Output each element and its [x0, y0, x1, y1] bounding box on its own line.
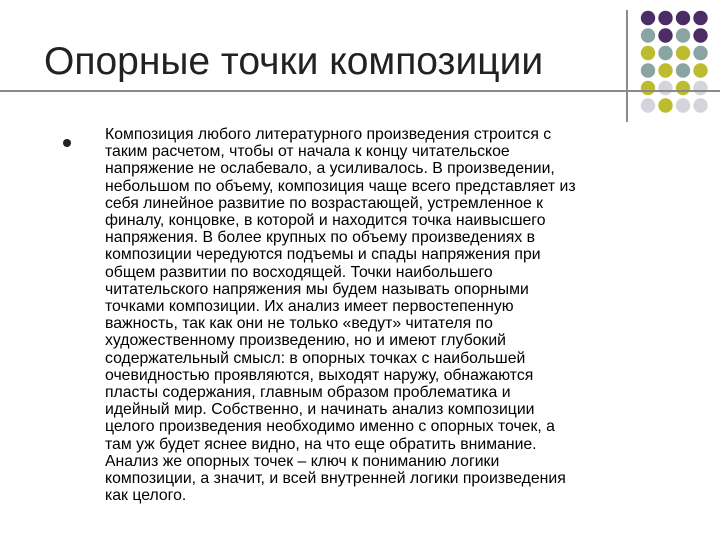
decor-dot — [641, 11, 655, 25]
decor-dot — [658, 98, 672, 112]
decor-dot — [658, 81, 672, 95]
decor-dot — [641, 28, 655, 42]
decor-dot — [693, 28, 707, 42]
decor-dot — [658, 11, 672, 25]
decor-dot — [693, 98, 707, 112]
decor-dot — [693, 81, 707, 95]
decor-dot — [676, 46, 690, 60]
decor-dot — [693, 11, 707, 25]
decor-dot — [676, 98, 690, 112]
slide-title: Опорные точки композиции — [44, 40, 544, 83]
decor-dot — [658, 63, 672, 77]
decor-dot — [641, 81, 655, 95]
decor-dot — [676, 81, 690, 95]
horizontal-divider — [0, 90, 720, 92]
decor-dot — [641, 63, 655, 77]
decor-dot — [693, 46, 707, 60]
decor-dot — [676, 28, 690, 42]
vertical-divider — [626, 10, 628, 122]
body-paragraph: Композиция любого литературного произведения строится с таким расчетом, чтобы от начала к концу читательское напряжение не ослабевало, а усиливалось. В произведении, небольшом по объему, композиция чаще всего представляет из себя линейное развитие по возрастающей, устремленное к финалу, концовке, в которой и находится точка наивысшего напряжения. В более крупных по объему произведениях в композиции чередуются подъемы и спады напряжения при общем развитии по восходящей. Точки наибольшего читательского напряжения мы будем называть опорными точками композиции. Их анализ имеет первостепенную важность, так как они не только «ведут» читателя по художественному произведению, но и имеют глубокий содержательный смысл: в опорных точках с наибольшей очевидностью проявляются, выходят наружу, обнажаются пласты содержания, главным образом проблематика и идейный мир. Собственно, и начинать анализ композиции целого произведения необходимо именно с опорных точек, а там уж будет яснее видно, на что еще обратить внимание. Анализ же опорных точек – ключ к пониманию логики композиции, а значит, и всей внутренней логики произведения как целого. — [105, 126, 576, 505]
decor-dot — [641, 46, 655, 60]
decor-dot — [676, 63, 690, 77]
decor-dot — [693, 63, 707, 77]
decor-dot — [676, 11, 690, 25]
decor-dot — [641, 98, 655, 112]
bullet-dot — [63, 139, 71, 147]
decor-dot — [658, 28, 672, 42]
decor-dot — [658, 46, 672, 60]
